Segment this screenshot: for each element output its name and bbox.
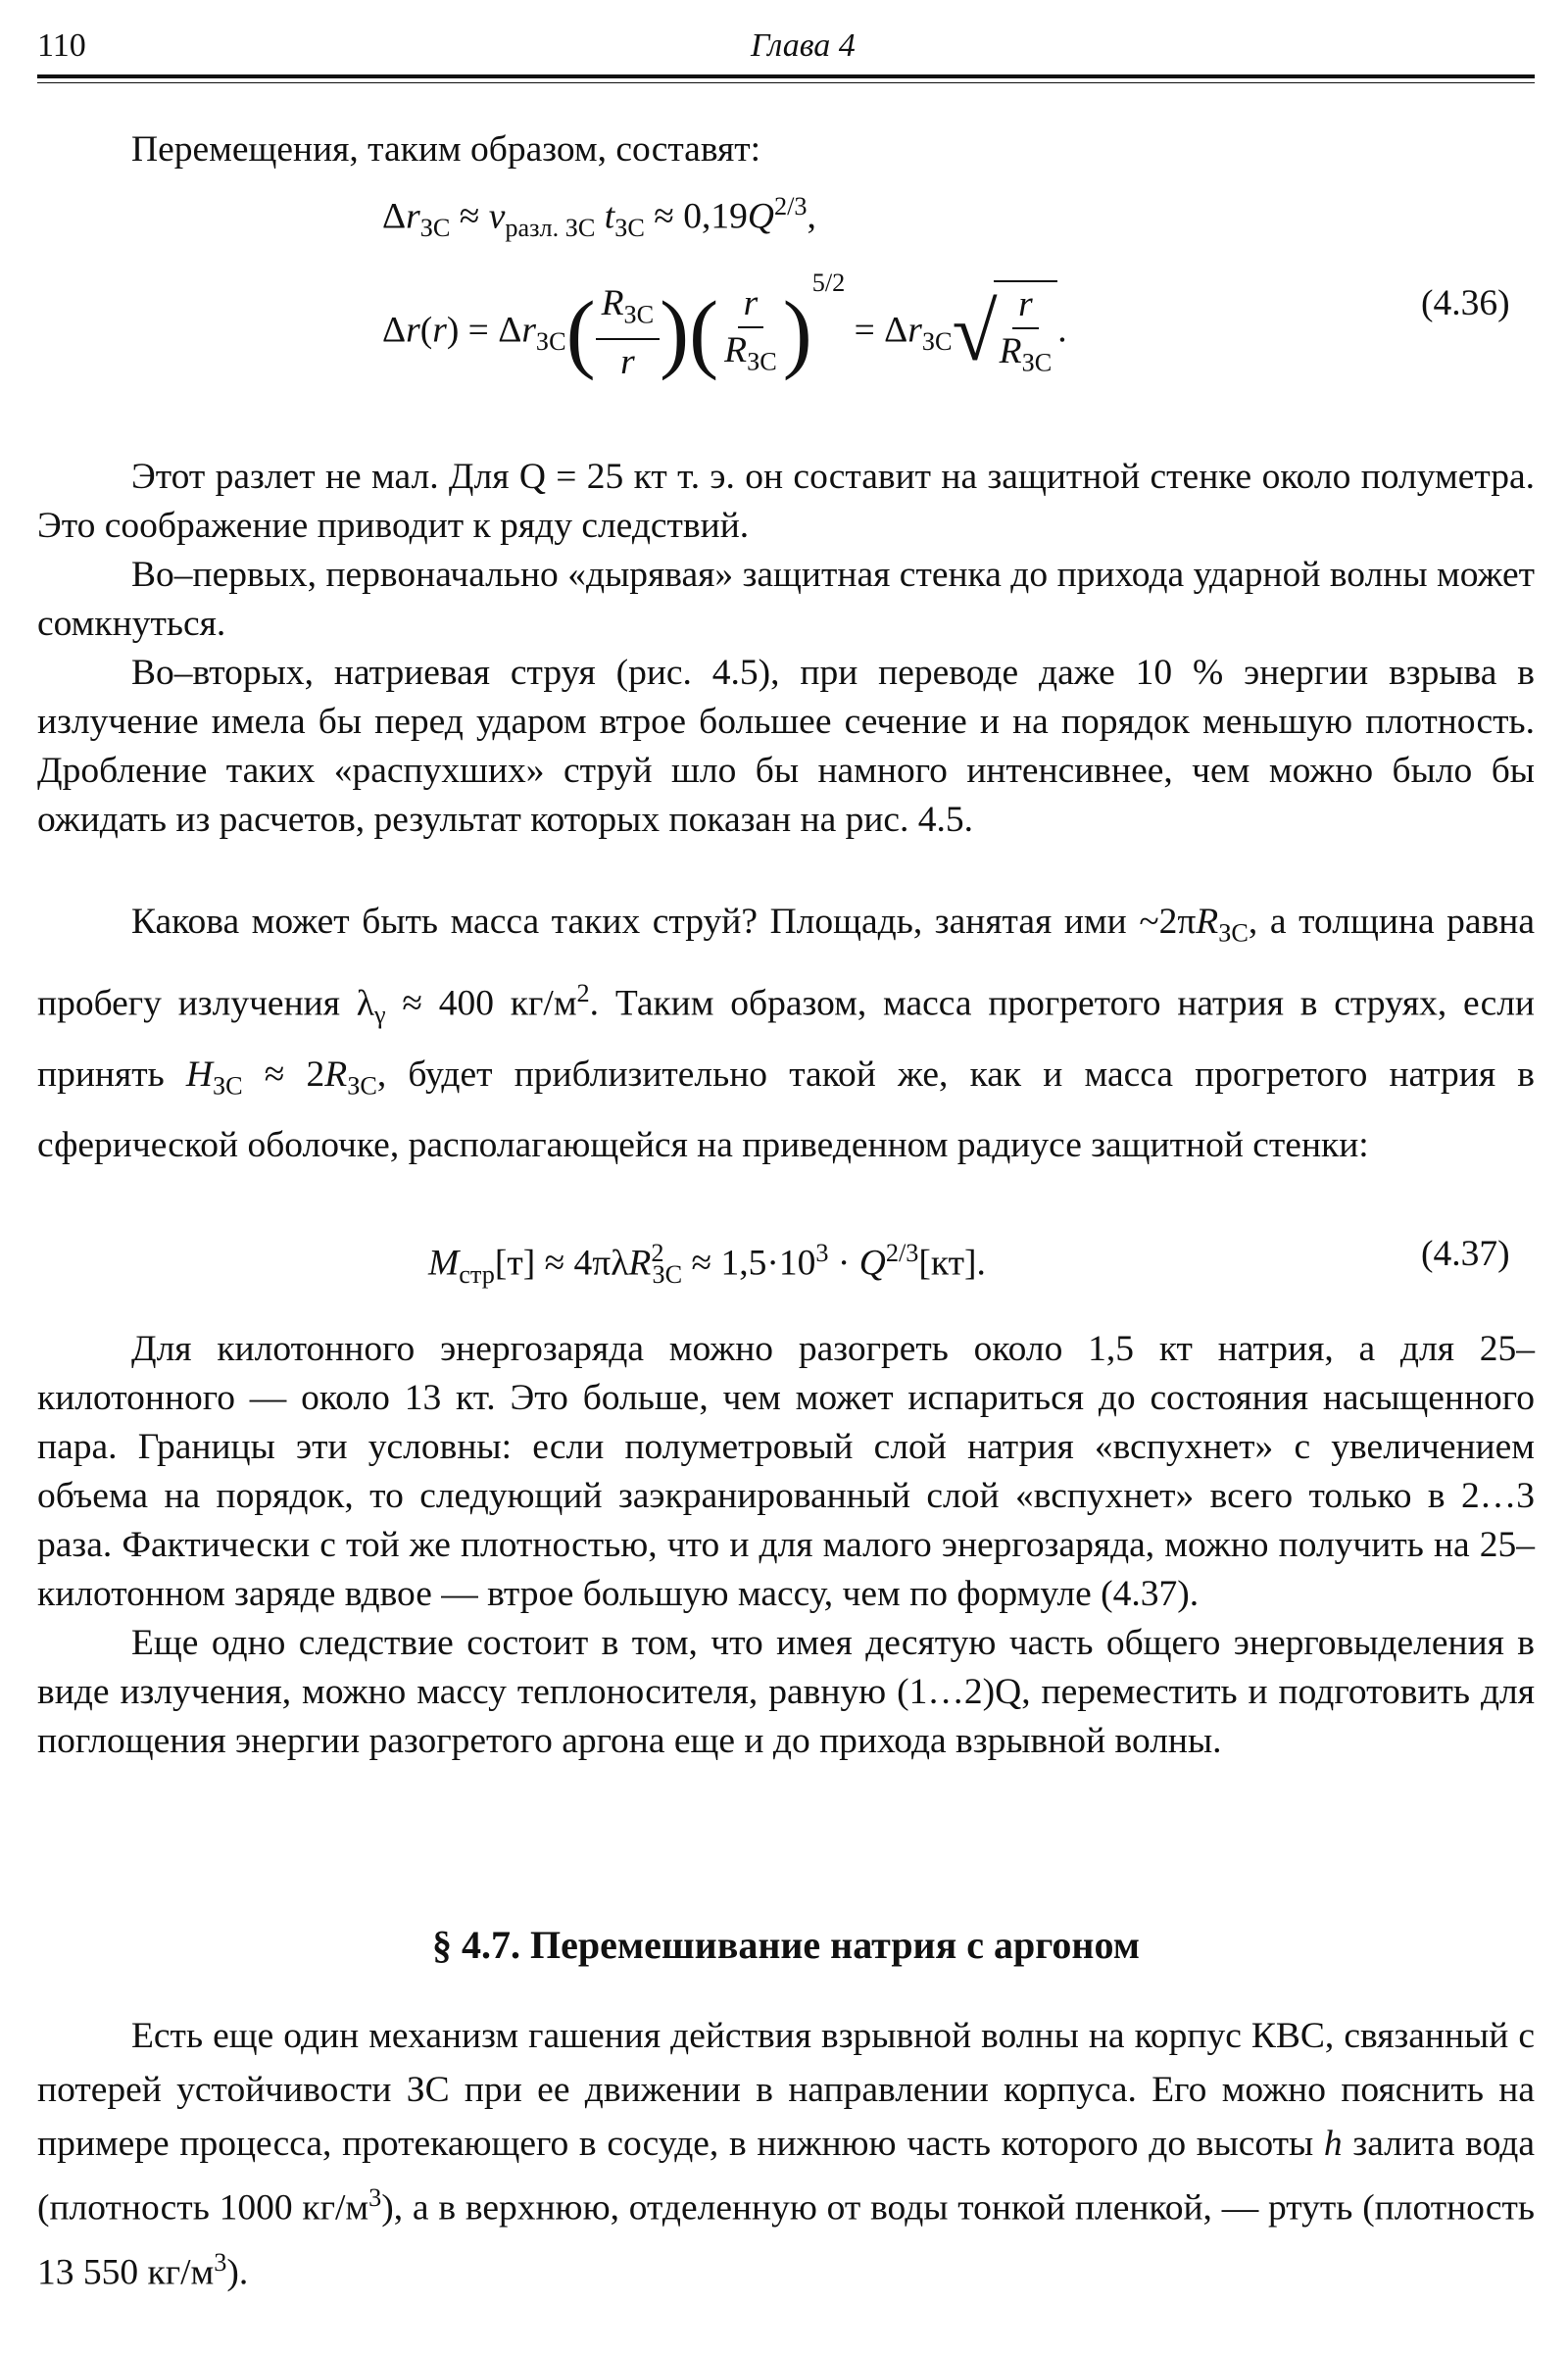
paragraph-1: Этот разлет не мал. Для Q = 25 кт т. э. он составит на защитной стенке около полуметра. Это соображение приводит к ряду следствий.	[37, 457, 1535, 546]
section-heading: § 4.7. Перемешивание натрия с аргоном	[432, 1923, 1140, 1967]
page-header	[37, 27, 1537, 71]
paragraph-3: Во–вторых, натриевая струя (рис. 4.5), при переводе даже 10 % энергии взрыва в излучение имела бы перед ударом втрое большее сечение и на порядок меньшую плотность. Дробление таких «распухших» струй шло бы намного интенсивнее, чем можно было бы ожидать из расчетов, результат которых показан на рис. 4.5.	[37, 653, 1535, 840]
header-rule-thin	[37, 82, 1535, 83]
equation-number-4-37: (4.37)	[1421, 1234, 1510, 1274]
equation-4-36-line1: $\Delta r_{ЗС} \approx v_{разл. ЗС}$ $t_{ЗС} \approx 0,19Q^{2/3}$,	[382, 192, 816, 242]
body-text-2	[37, 892, 1535, 1175]
body-text-3	[37, 1325, 1535, 1766]
running-title: Глава 4	[751, 27, 856, 64]
paragraph-5: Для килотонного энергозаряда можно разогреть около 1,5 кт натрия, а для 25–килотонного — около 13 кт. Это больше, чем может испариться до состояния насыщенного пара. Границы эти условны: если полуметровый слой натрия «вспухнет» с увеличением объема на порядок, то следующий заэкранированный слой «вспухнет» всего только в 2…3 раза. Фактически с той же плотностью, что и для малого энергозаряда, можно получить на 25–килотонном заряде вдвое — втрое большую массу, чем по формуле (4.37).	[37, 1329, 1535, 1614]
body-text-1	[37, 453, 1535, 845]
page-number: 110	[37, 27, 86, 64]
paragraph-6: Еще одно следствие состоит в том, что имея десятую часть общего энерговыделения в виде излучения, можно массу теплоносителя, равную (1…2)Q, переместить и подготовить для поглощения энергии разогретого аргона еще и до прихода взрывной волны.	[37, 1623, 1535, 1761]
intro-paragraph	[37, 125, 1535, 174]
paragraph-7: Есть еще один механизм гашения действия взрывной волны на корпус КВС, связанный с потерей устойчивости ЗС при ее движении в направлении корпуса. Его можно пояснить на примере процесса, протекающего в сосуде, в нижнюю часть которого до высоты h залита вода (плотность 1000 $кг/м^3$), а в верхнюю, отделенную от воды тонкой пленкой, — ртуть (плотность 13 550 $кг/м^3$).	[37, 2016, 1536, 2292]
equation-4-36-line2: $\Delta r(r) = \Delta r_{ЗС}$( $\frac{R_{ЗС}}{r}$ )( $\frac{r}{R_{ЗС}}$ )$^{5/2} = \Delta r_{ЗС}√$ $\frac{r}{R_{ЗС}}$ .	[382, 280, 1067, 386]
header-rule-thick	[37, 74, 1535, 78]
paragraph-4: Какова может быть масса таких струй? Площадь, занятая ими $\sim 2\pi R_{ЗС}$, а толщина равна пробегу излучения $\lambda_\gamma \approx 400$ $кг/м^2$. Таким образом, масса прогретого натрия в струях, если принять $H_{ЗС} \approx 2R_{ЗС}$, будет приблизительно такой же, как и масса прогретого натрия в сферической оболочке, располагающейся на приведенном радиусе защитной стенки:	[37, 902, 1536, 1165]
equation-number-4-36: (4.36)	[1421, 283, 1510, 323]
paragraph-2: Во–первых, первоначально «дырявая» защитная стенка до прихода ударной волны может сомкнуться.	[37, 555, 1535, 644]
equation-4-37: $M_{стр}[т] \approx 4\pi\lambda R^2_{ЗС} \approx 1,5\cdot 10^3 \cdot Q^{2/3}[кт]$.	[428, 1239, 986, 1289]
intro-text: Перемещения, таким образом, составят:	[131, 129, 761, 170]
body-text-4	[37, 2009, 1535, 2299]
